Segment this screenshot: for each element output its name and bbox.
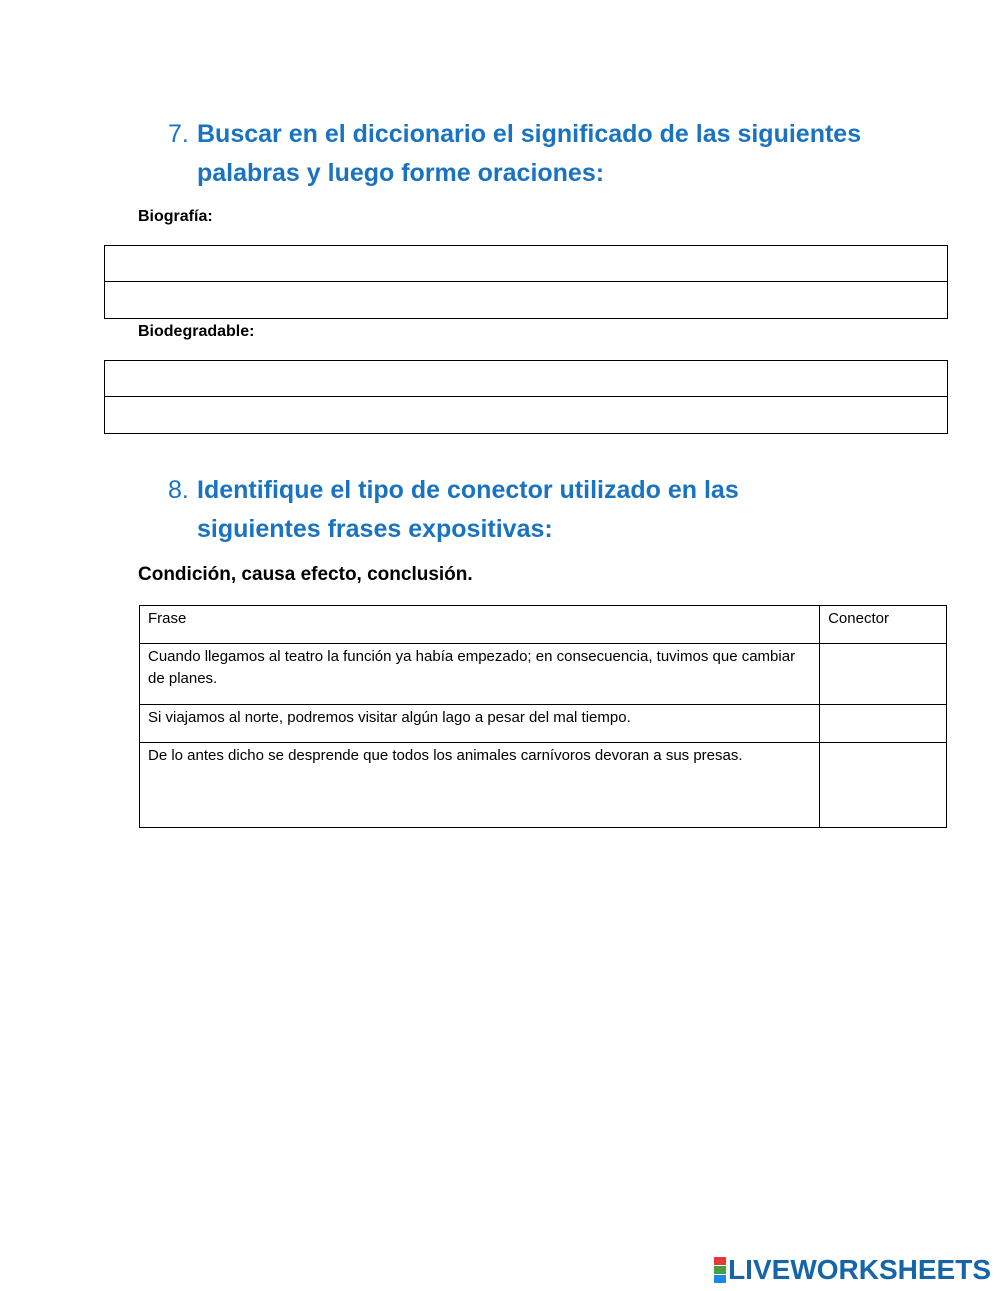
- logo-block-red: [714, 1257, 726, 1265]
- answer-line-biografia-1[interactable]: [105, 246, 947, 282]
- question-8-text: Identifique el tipo de conector utilizado en las siguientes frases expositivas:: [197, 476, 739, 543]
- logo-block-green: [714, 1266, 726, 1274]
- logo-block-blue: [714, 1275, 726, 1283]
- table-row: [140, 644, 947, 705]
- question-8-heading: [168, 471, 808, 549]
- liveworksheets-brand: [714, 1254, 991, 1286]
- answer-line-biodegradable-2[interactable]: [105, 397, 947, 433]
- table-row: [140, 743, 947, 828]
- frase-cell: Si viajamos al norte, podremos visitar algún lago a pesar del mal tiempo.: [140, 705, 820, 743]
- conector-answer-cell[interactable]: [820, 644, 947, 705]
- answer-line-biografia-2[interactable]: [105, 282, 947, 318]
- word-label-biodegradable: Biodegradable:: [138, 323, 255, 340]
- liveworksheets-logo-icon: [714, 1257, 726, 1283]
- answer-line-biodegradable-1[interactable]: [105, 361, 947, 397]
- conector-answer-cell[interactable]: [820, 743, 947, 828]
- conector-answer-cell[interactable]: [820, 705, 947, 743]
- question-7-text: Buscar en el diccionario el significado de las siguientes palabras y luego forme oraciones:: [197, 120, 862, 187]
- table-row: [140, 705, 947, 743]
- connector-options: Condición, causa efecto, conclusión.: [138, 564, 473, 585]
- brand-name: LIVEWORKSHEETS: [728, 1254, 991, 1285]
- answer-box-biografia: [104, 245, 948, 319]
- question-7-heading: [168, 115, 888, 193]
- frase-cell: De lo antes dicho se desprende que todos los animales carnívoros devoran a sus presas.: [140, 743, 820, 828]
- frase-cell: Cuando llegamos al teatro la función ya había empezado; en consecuencia, tuvimos que cambiar de planes.: [140, 644, 820, 705]
- question-8-number: 8.: [168, 476, 189, 504]
- word-label-biografia: Biografía:: [138, 208, 213, 225]
- connector-table: [139, 605, 947, 828]
- header-frase: Frase: [140, 606, 820, 644]
- answer-box-biodegradable: [104, 360, 948, 434]
- question-7-number: 7.: [168, 120, 189, 148]
- header-conector: Conector: [820, 606, 947, 644]
- table-header-row: [140, 606, 947, 644]
